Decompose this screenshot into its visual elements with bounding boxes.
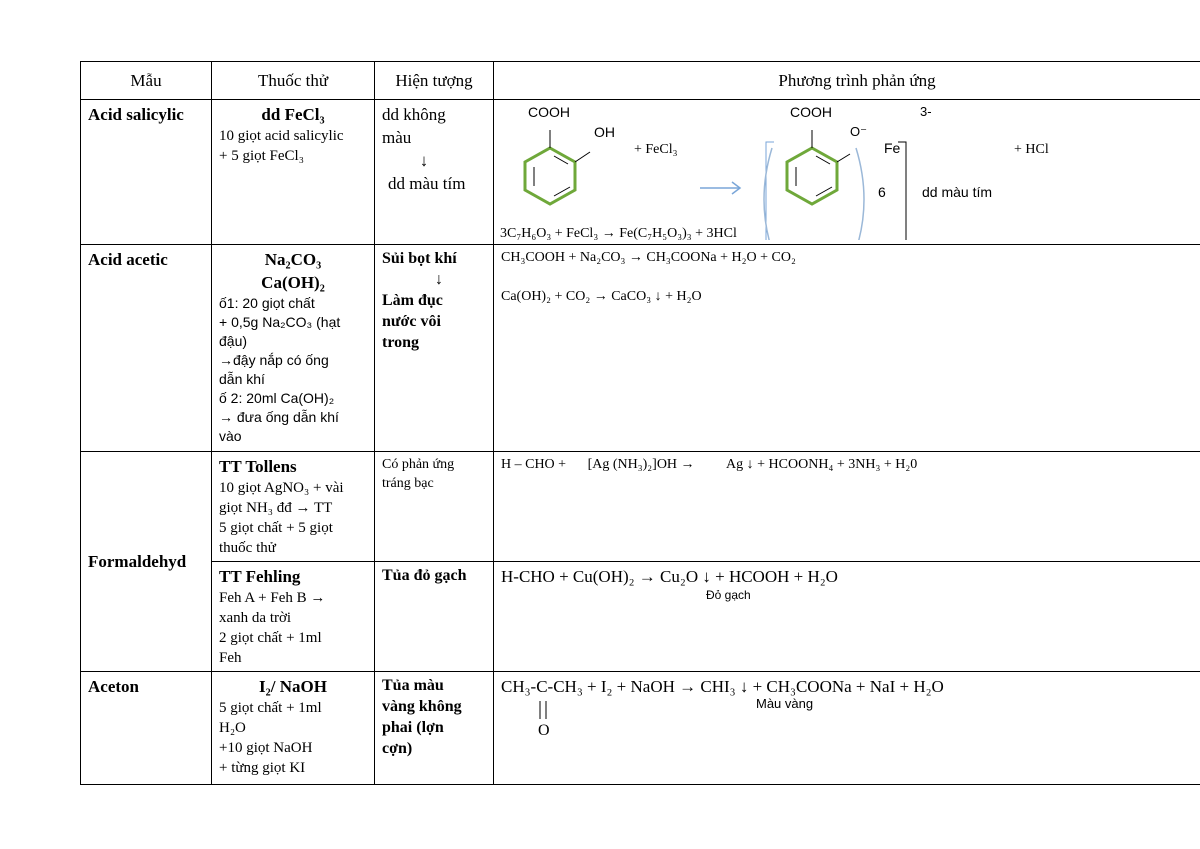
sample-acetic: Acid acetic	[81, 245, 212, 452]
reagent-line: xanh da trời	[219, 610, 292, 626]
carbonyl-double-bond	[534, 699, 554, 721]
salicylic-structure-diagram	[494, 100, 1200, 240]
sample-aceton: Aceton	[81, 672, 212, 785]
phen-line: nước vôi	[382, 313, 441, 330]
fe-label: Fe	[884, 140, 901, 156]
header-row	[81, 62, 1200, 100]
phen-line: màu	[382, 128, 412, 147]
phen-line: dd không	[382, 105, 446, 124]
reagent-title: I₂/ NaOH	[259, 677, 327, 696]
phenomenon-salicylic	[375, 100, 494, 245]
cooh-label: COOH	[528, 104, 570, 120]
phenomenon-tollens	[375, 452, 494, 562]
fehling-equation: H-CHO + Cu(OH)₂ → Cu₂O ↓ + HCOOH + H₂O	[501, 567, 838, 586]
reagent-line: vào	[219, 428, 242, 444]
purple-solution-label: dd màu tím	[922, 184, 993, 200]
reagent-tollens	[212, 452, 375, 562]
equation-aceton	[494, 672, 1200, 785]
reagent-title: TT Fehling	[219, 567, 301, 586]
reagent-line: →đậy nắp có ống	[219, 352, 329, 368]
tollens-eq-part: H – CHO +	[501, 457, 567, 472]
equation-acetic	[494, 245, 1200, 452]
reagent-title: dd FeCl₃	[261, 105, 325, 124]
reagent-title: Ca(OH)₂	[261, 273, 325, 292]
phen-line: cợn)	[382, 740, 413, 757]
sample-salicylic: Acid salicylic	[81, 100, 212, 245]
phen-line: Sủi bọt khí	[382, 250, 457, 267]
row-acetic	[81, 245, 1200, 452]
equation-tollens	[494, 452, 1200, 562]
reagent-line: + 5 giọt FeCl₃	[219, 148, 304, 164]
header-phenomenon: Hiện tượng	[375, 62, 494, 100]
plus-hcl: + HCl	[1014, 142, 1049, 157]
o-minus-label: O⁻	[850, 124, 867, 139]
salicylic-summary-equation: 3C₇H₆O₃ + FeCl₃ → Fe(C₇H₅O₃)₃ + 3HCl	[500, 226, 737, 241]
phen-line: vàng không	[382, 698, 462, 715]
reagent-line: 10 giọt acid salicylic	[219, 128, 344, 144]
reagent-line: Feh	[219, 650, 242, 666]
phen-line: Tủa màu	[382, 677, 444, 694]
reagent-line: 5 giọt chất + 1ml	[219, 700, 322, 716]
acetic-equation-2: Ca(OH)₂ + CO₂ → CaCO₃ ↓ + H₂O	[501, 289, 702, 304]
bond	[837, 154, 850, 162]
reagent-line: H₂O	[219, 720, 246, 736]
aceton-equation: CH₃-C-CH₃ + I₂ + NaOH → CHI₃ ↓ + CH₃COONa + NaI + H₂O	[501, 677, 944, 696]
equation-fehling	[494, 562, 1200, 672]
oh-label: OH	[594, 124, 615, 140]
reagent-line: 5 giọt chất + 5 giọt	[219, 520, 333, 536]
reagent-line: 10 giọt AgNO₃ + vài	[219, 480, 344, 496]
phenomenon-acetic	[375, 245, 494, 452]
phen-line: Có phản ứng	[382, 457, 455, 472]
reagent-line: → đưa ống dẫn khí	[219, 409, 339, 425]
header-equation: Phương trình phản ứng	[494, 62, 1200, 100]
header-reagent: Thuốc thử	[212, 62, 375, 100]
outer-bracket-right	[898, 142, 906, 240]
sample-formaldehyd: Formaldehyd	[81, 452, 212, 672]
reaction-table	[80, 61, 1200, 785]
reagent-line: + từng giọt KI	[219, 760, 306, 776]
aceton-note: Màu vàng	[756, 696, 814, 711]
row-salicylic	[81, 100, 1200, 245]
down-arrow-icon: ↓	[435, 271, 443, 288]
tollens-eq-part: [Ag (NH₃)₂]OH →	[587, 457, 695, 472]
reagent-line: + 0,5g Na₂CO₃ (hạt	[219, 314, 341, 330]
reagent-fehling	[212, 562, 375, 672]
reagent-acetic	[212, 245, 375, 452]
benzene-ring	[525, 148, 575, 204]
row-formaldehyd-tollens	[81, 452, 1200, 562]
reagent-line: +10 giọt NaOH	[219, 740, 313, 756]
equation-salicylic	[494, 100, 1200, 245]
reagent-title: Na₂CO₃	[264, 250, 322, 269]
reagent-line: 2 giọt chất + 1ml	[219, 630, 322, 646]
phen-line: tráng bạc	[382, 476, 434, 491]
header-sample: Mẫu	[81, 62, 212, 100]
phenomenon-aceton	[375, 672, 494, 785]
reagent-line: dẫn khí	[219, 371, 265, 387]
cooh-label: COOH	[790, 104, 832, 120]
reagent-title: TT Tollens	[219, 457, 297, 476]
acetic-equation-1: CH₃COOH + Na₂CO₃ → CH₃COONa + H₂O + CO₂	[501, 250, 796, 265]
reagent-salicylic	[212, 100, 375, 245]
benzene-ring	[787, 148, 837, 204]
phen-line: Làm đục	[382, 292, 443, 309]
tollens-eq-part: Ag ↓ + HCOONH₄ + 3NH₃ + H₂0	[726, 457, 918, 472]
plus-fecl3: + FeCl₃	[634, 142, 678, 157]
phen-line: dd màu tím	[388, 174, 466, 193]
reagent-line: thuốc thử	[219, 540, 276, 556]
row-formaldehyd-fehling	[81, 562, 1200, 672]
down-arrow-icon: ↓	[419, 151, 429, 170]
bond	[575, 152, 590, 162]
inner-paren-right	[856, 148, 864, 240]
row-aceton	[81, 672, 1200, 785]
carbonyl-oxygen: O	[538, 722, 550, 739]
reagent-line: ố 2: 20ml Ca(OH)₂	[219, 390, 335, 406]
charge-label: 3-	[920, 104, 932, 119]
six-label: 6	[878, 184, 886, 200]
phen-line: phai (lợn	[382, 719, 444, 736]
reagent-line: giọt NH₃ đđ → TT	[219, 500, 333, 516]
phen-line: trong	[382, 334, 420, 351]
reagent-line: ố1: 20 giọt chất	[219, 295, 315, 311]
reagent-line: Feh A + Feh B →	[219, 590, 326, 606]
phenomenon-fehling: Tủa đỏ gạch	[375, 562, 494, 672]
inner-paren-left	[764, 148, 772, 240]
reagent-aceton	[212, 672, 375, 785]
reagent-line: đậu)	[219, 333, 248, 349]
fehling-note: Đỏ gạch	[706, 588, 751, 602]
